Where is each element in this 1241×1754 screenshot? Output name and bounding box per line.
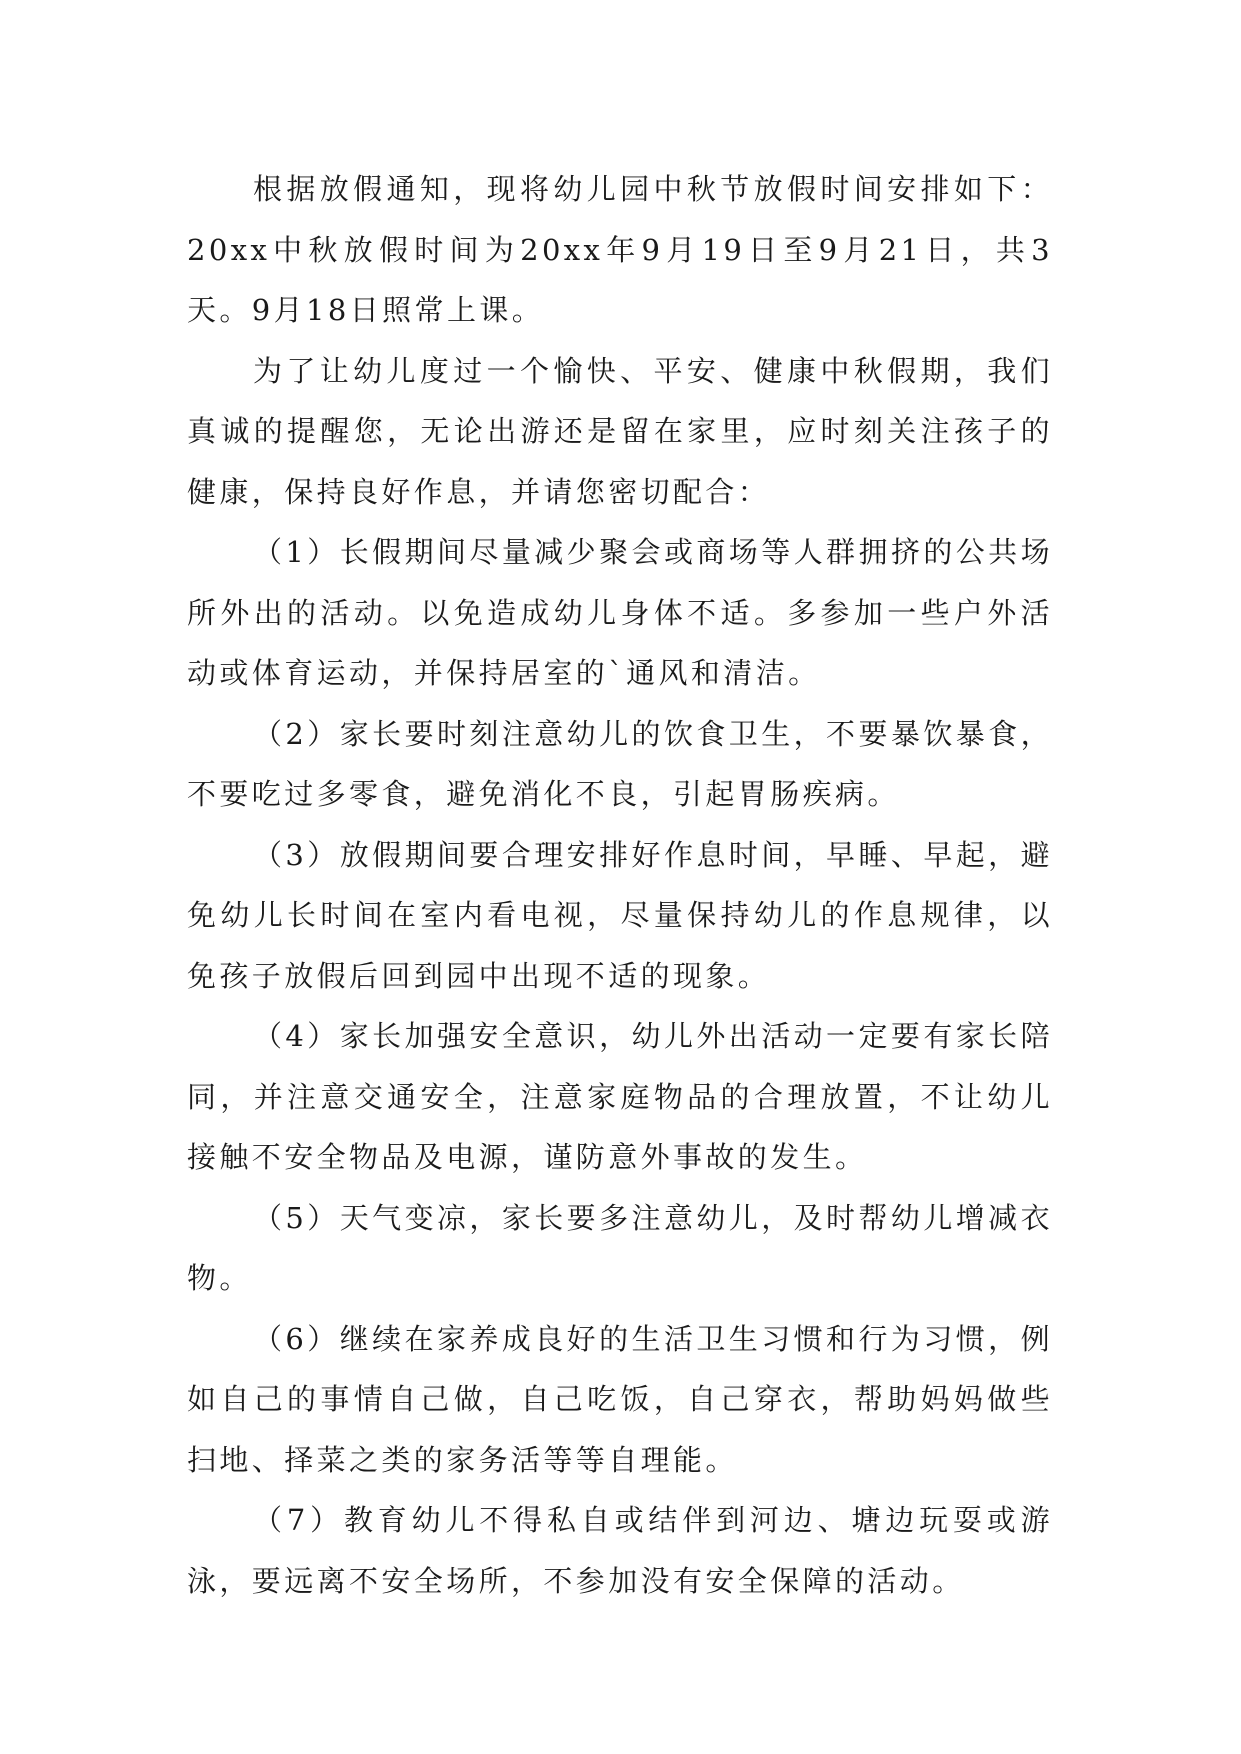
document-body (187, 159, 1053, 1611)
list-item-4: （4）家长加强安全意识，幼儿外出活动一定要有家长陪同，并注意交通安全，注意家庭物品的合理放置，不让幼儿接触不安全物品及电源，谨防意外事故的发生。 (187, 1019, 1053, 1174)
list-item-2: （2）家长要时刻注意幼儿的饮食卫生，不要暴饮暴食，不要吃过多零食，避免消化不良，引起胃肠疾病。 (187, 716, 1053, 811)
reminder-paragraph: 为了让幼儿度过一个愉快、平安、健康中秋假期，我们真诚的提醒您，无论出游还是留在家里，应时刻关注孩子的健康，保持良好作息，并请您密切配合： (187, 353, 1053, 509)
list-item-7: （7）教育幼儿不得私自或结伴到河边、塘边玩耍或游泳，要远离不安全场所，不参加没有安全保障的活动。 (187, 1503, 1053, 1598)
list-item-5: （5）天气变凉，家长要多注意幼儿，及时帮幼儿增减衣物。 (187, 1200, 1053, 1295)
list-item-1: （1）长假期间尽量减少聚会或商场等人群拥挤的公共场所外出的活动。以免造成幼儿身体不适。多参加一些户外活动或体育运动，并保持居室的`通风和清洁。 (187, 535, 1053, 690)
list-item-6: （6）继续在家养成良好的生活卫生习惯和行为习惯，例如自己的事情自己做，自己吃饭，自己穿衣，帮助妈妈做些扫地、择菜之类的家务活等等自理能。 (187, 1321, 1053, 1477)
list-item-3: （3）放假期间要合理安排好作息时间，早睡、早起，避免幼儿长时间在室内看电视，尽量保持幼儿的作息规律，以免孩子放假后回到园中出现不适的现象。 (187, 837, 1053, 993)
intro-paragraph: 根据放假通知，现将幼儿园中秋节放假时间安排如下：20xx中秋放假时间为20xx年9月19日至9月21日，共3天。9月18日照常上课。 (187, 172, 1053, 327)
